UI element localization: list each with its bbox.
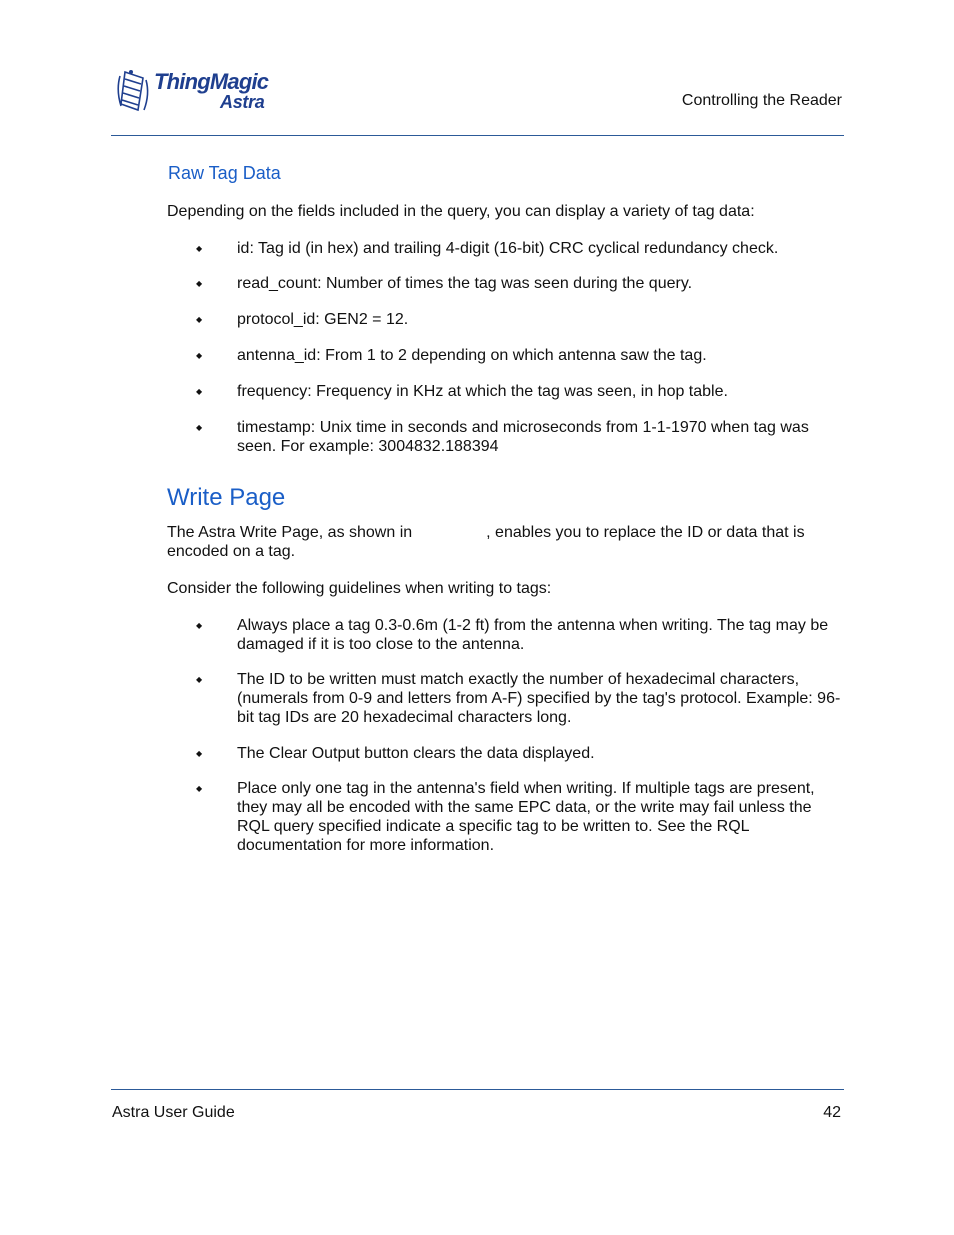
diamond-bullet-icon: ◆ — [196, 749, 203, 758]
write-page-intro — [167, 523, 847, 561]
list-item: ◆ The Clear Output button clears the data displayed. — [196, 745, 595, 762]
list-item: ◆ protocol_id: GEN2 = 12. — [196, 311, 409, 328]
diamond-bullet-icon: ◆ — [196, 279, 203, 288]
raw-tag-data-heading: Raw Tag Data — [168, 163, 281, 183]
guidelines-intro: Consider the following guidelines when writing to tags: — [167, 580, 552, 597]
header-divider — [111, 135, 844, 136]
chapter-title: Controlling the Reader — [681, 92, 842, 109]
write-page-intro-start: The Astra Write Page, as shown in — [167, 524, 413, 541]
diamond-bullet-icon: ◆ — [196, 244, 203, 253]
raw-tag-data-intro: Depending on the fields included in the query, you can display a variety of tag data: — [167, 203, 755, 220]
write-page-heading: Write Page — [167, 484, 286, 511]
list-item: ◆ timestamp: Unix time in seconds and microseconds from 1-1-1970 when tag was seen. For example: 3004832.188394 — [196, 419, 809, 455]
page-number: 42 — [823, 1104, 841, 1121]
list-item: ◆ read_count: Number of times the tag was seen during the query. — [196, 275, 693, 292]
write-page-intro-end: , enables you to replace the ID or data that is encoded on a tag. — [167, 524, 805, 560]
list-item: ◆ frequency: Frequency in KHz at which the tag was seen, in hop table. — [196, 383, 728, 400]
list-item: ◆ id: Tag id (in hex) and trailing 4-digit (16-bit) CRC cyclical redundancy check. — [196, 240, 779, 257]
list-item: ◆ Always place a tag 0.3-0.6m (1-2 ft) from the antenna when writing. The tag may be damaged if it is too close to the antenna. — [196, 617, 829, 653]
list-item: ◆ Place only one tag in the antenna's field when writing. If multiple tags are present, they may all be encoded with the same EPC data, or the write may fail unless the RQL query specified indicate a specific tag to be written to. See the RQL documentation for more information. — [196, 780, 815, 854]
thingmagic-logo-icon — [116, 68, 152, 114]
logo-product-text: Astra — [220, 92, 265, 112]
footer-doc-title: Astra User Guide — [112, 1104, 235, 1121]
logo-brand-text: ThingMagic — [154, 69, 269, 94]
diamond-bullet-icon: ◆ — [196, 675, 203, 684]
thingmagic-logo — [116, 66, 276, 118]
footer-divider — [111, 1089, 844, 1090]
list-item: ◆ The ID to be written must match exactly the number of hexadecimal characters, (numerals from 0-9 and letters from A-F) specified by the tag's protocol. Example: 96-bit tag IDs are 20 hexadecimal characters long. — [196, 671, 841, 726]
diamond-bullet-icon: ◆ — [196, 621, 203, 630]
diamond-bullet-icon: ◆ — [196, 784, 203, 793]
diamond-bullet-icon: ◆ — [196, 387, 203, 396]
diamond-bullet-icon: ◆ — [196, 423, 203, 432]
diamond-bullet-icon: ◆ — [196, 315, 203, 324]
list-item: ◆ antenna_id: From 1 to 2 depending on which antenna saw the tag. — [196, 347, 707, 364]
diamond-bullet-icon: ◆ — [196, 351, 203, 360]
